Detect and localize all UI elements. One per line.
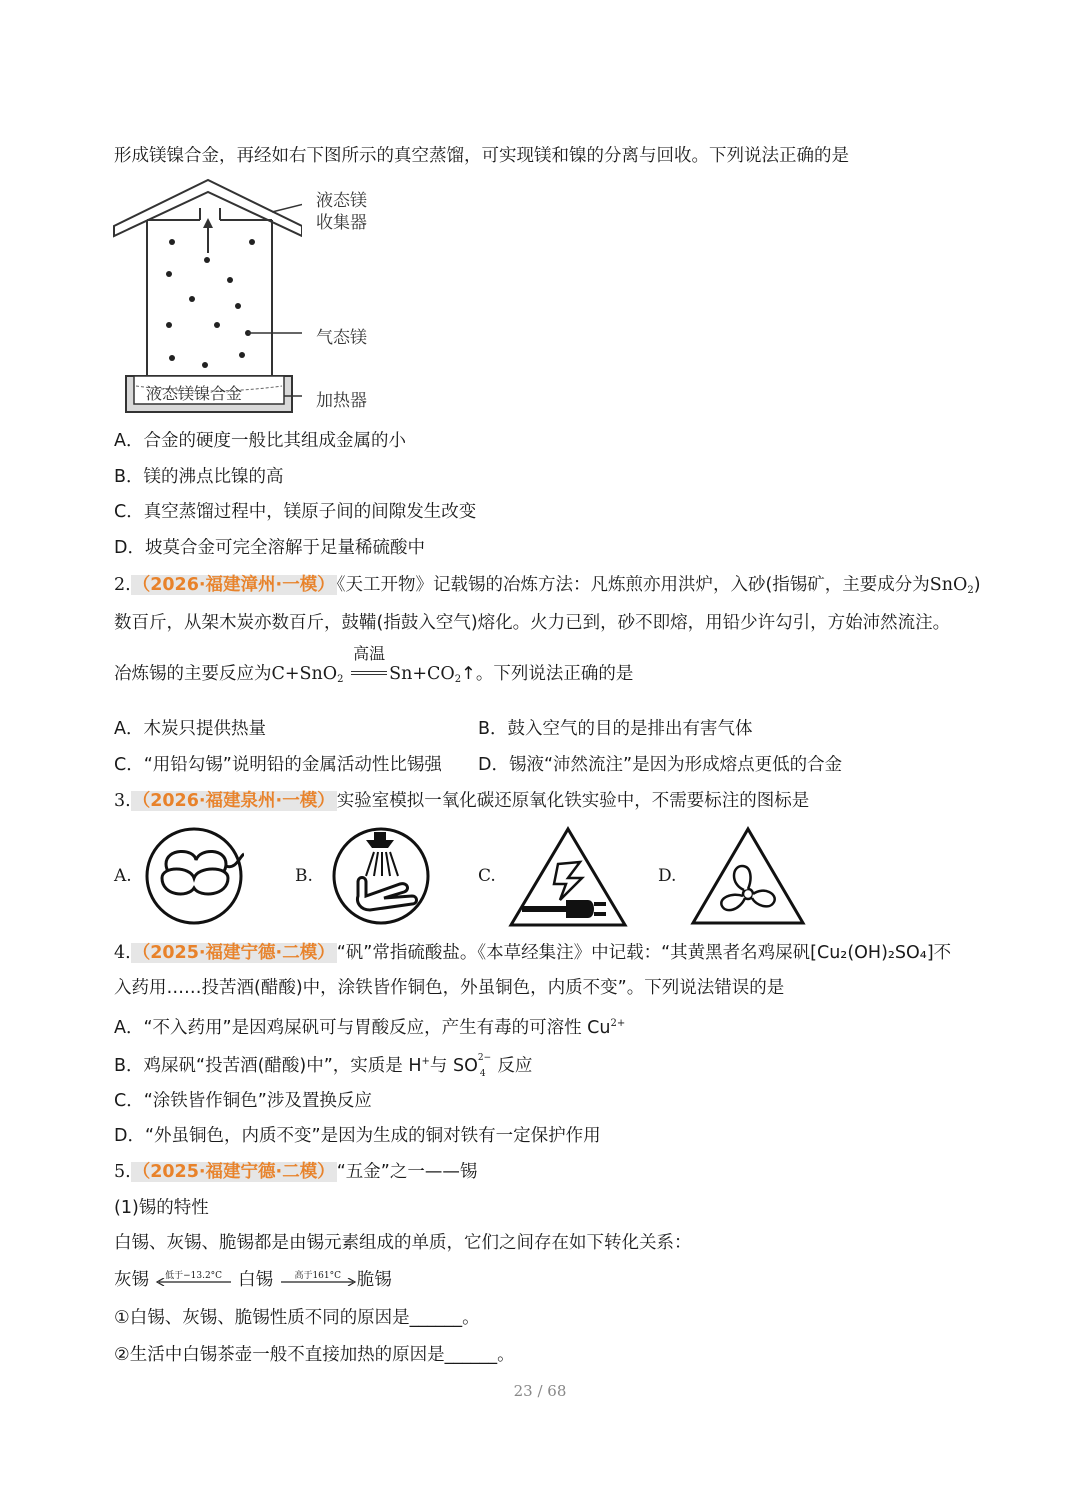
q4-option-b-post: 反应 <box>491 1056 533 1076</box>
hand-wash-icon <box>330 826 433 926</box>
brittle-tin: 脆锡 <box>356 1270 392 1290</box>
q2-option-a: A．木炭只提供热量 <box>114 719 266 739</box>
q4-option-a <box>114 1012 625 1040</box>
q1-option-a: A．合金的硬度一般比其组成金属的小 <box>114 431 406 451</box>
label-collector: 收集器 <box>316 213 367 233</box>
q4-option-b-h-charge: + <box>421 1056 430 1067</box>
q3-source-tag: （2026·福建泉州·一模） <box>132 791 335 811</box>
goggles-icon <box>144 826 244 926</box>
q5-subheading: (1)锡的特性 <box>114 1198 209 1218</box>
q2-text1-end: ) <box>973 575 981 595</box>
q1-option-d: D．坡莫合金可完全溶解于足量稀硫酸中 <box>114 538 425 558</box>
q5-title: “五金”之一——锡 <box>336 1162 478 1182</box>
q2-option-d: D．锡液“沛然流注”是因为形成熔点更低的合金 <box>478 755 843 775</box>
q3-letter-c: C. <box>478 866 496 886</box>
gray-tin: 灰锡 <box>114 1270 149 1290</box>
q4-option-a-charge: 2+ <box>610 1018 626 1029</box>
q5-number: 5. <box>114 1162 131 1182</box>
q2-number: 2. <box>114 575 131 595</box>
q2-stem-line1: 2. （2026·福建漳州·一模） 《天工开物》记载锡的冶炼方法：凡炼煎亦用洪炉，入砂(指锡矿，主要成分为SnO$_2$) <box>114 575 981 596</box>
page-number: 23 / 68 <box>513 1382 567 1400</box>
q1-option-b: B．镁的沸点比镍的高 <box>114 467 284 487</box>
arrow-low-temp <box>155 1270 233 1290</box>
q5-question-1: ①白锡、灰锡、脆锡性质不同的原因是______。 <box>114 1308 480 1328</box>
label-liquid-mg: 液态镁 <box>316 191 367 211</box>
q1-option-c: C．真空蒸馏过程中，镁原子间的间隙发生改变 <box>114 502 477 522</box>
q5-conversion <box>114 1268 392 1292</box>
q4-option-c: C．“涂铁皆作铜色”涉及置换反应 <box>114 1091 372 1111</box>
q4-number: 4. <box>114 943 131 963</box>
arrow-high-temp <box>279 1270 357 1290</box>
q2-reactants: C+SnO <box>271 664 338 684</box>
q3-stem <box>114 789 809 813</box>
q2-option-b: B．鼓入空气的目的是排出有害气体 <box>478 719 753 739</box>
q4-option-b-pre: B．鸡屎矾“投苦酒(醋酸)中”，实质是 H <box>114 1056 422 1076</box>
q2-text1: 《天工开物》记载锡的冶炼方法：凡炼煎亦用洪炉，入砂(指锡矿，主要成分为 <box>336 575 930 595</box>
white-tin: 白锡 <box>238 1270 274 1290</box>
q4-option-b-mid: 与 SO <box>429 1056 478 1076</box>
intro-text: 形成镁镍合金，再经如右下图所示的真空蒸馏，可实现镁和镍的分离与回收。下列说法正确的是 <box>114 146 849 166</box>
q2-condition-arrow <box>349 644 389 684</box>
q4-option-b-so4-sub: 4 <box>479 1069 486 1079</box>
cond-low: 低于−13.2°C <box>165 1271 223 1281</box>
q2-gas-arrow: ↑ <box>461 664 476 684</box>
electric-hazard-icon <box>508 826 628 928</box>
q4-option-a-text: A．“不入药用”是因鸡屎矾可与胃酸反应，产生有毒的可溶性 Cu <box>114 1018 611 1038</box>
q4-stem-line1 <box>114 941 951 965</box>
ventilation-fan-icon <box>690 826 806 926</box>
q2-condition: 高温 <box>353 644 386 663</box>
q2-products: Sn+CO <box>389 664 455 684</box>
q2-stem-line2: 数百斤，从架木炭亦数百斤，鼓鞴(指鼓入空气)熔化。火力已到，砂不即熔，用铅少许勾引，方始沛然流注。 <box>114 613 951 633</box>
q3-letter-b: B. <box>295 866 313 886</box>
q5-stem <box>114 1160 477 1184</box>
label-heater: 加热器 <box>316 391 367 411</box>
q2-equation-prefix: 冶炼锡的主要反应为 <box>114 664 272 684</box>
q4-source-tag: （2025·福建宁德·二模） <box>132 943 335 963</box>
q2-equation-line: 冶炼锡的主要反应为C+SnO$_2$ 高温 $Sn+CO_2↑$。下列说法正确的是 <box>114 644 634 685</box>
q4-option-b-so4-charge: 2− <box>477 1053 492 1063</box>
q3-text: 实验室模拟一氧化碳还原氧化铁实验中，不需要标注的图标是 <box>336 791 810 811</box>
q3-letter-a: A. <box>114 866 132 886</box>
q2-sno2: SnO <box>929 575 968 595</box>
q5-source-tag: （2025·福建宁德·二模） <box>132 1162 335 1182</box>
q3-number: 3. <box>114 791 131 811</box>
q3-letter-d: D. <box>658 866 677 886</box>
q4-text1: “矾”常指硫酸盐。《本草经集注》中记载：“其黄黑者名鸡屎矾[Cu₂(OH)₂SO₄]不 <box>336 943 952 963</box>
q4-option-d: D．“外虽铜色，内质不变”是因为生成的铜对铁有一定保护作用 <box>114 1126 601 1146</box>
q5-question-2: ②生活中白锡茶壶一般不直接加热的原因是______。 <box>114 1345 515 1365</box>
label-gas-mg: 气态镁 <box>316 328 367 348</box>
q2-equation-suffix: 。下列说法正确的是 <box>475 664 634 684</box>
cond-high: 高于161°C <box>294 1271 342 1281</box>
q4-option-b <box>114 1050 532 1078</box>
q4-stem-line2: 入药用……投苦酒(醋酸)中，涂铁皆作铜色，外虽铜色，内质不变”。下列说法错误的是 <box>114 978 785 998</box>
q5-text: 白锡、灰锡、脆锡都是由锡元素组成的单质，它们之间存在如下转化关系： <box>114 1233 692 1253</box>
q2-option-c: C．“用铅勾锡”说明铅的金属活动性比锡强 <box>114 755 442 775</box>
q2-source-tag: （2026·福建漳州·一模） <box>132 575 335 595</box>
label-alloy: 液态镁镍合金 <box>146 384 243 403</box>
